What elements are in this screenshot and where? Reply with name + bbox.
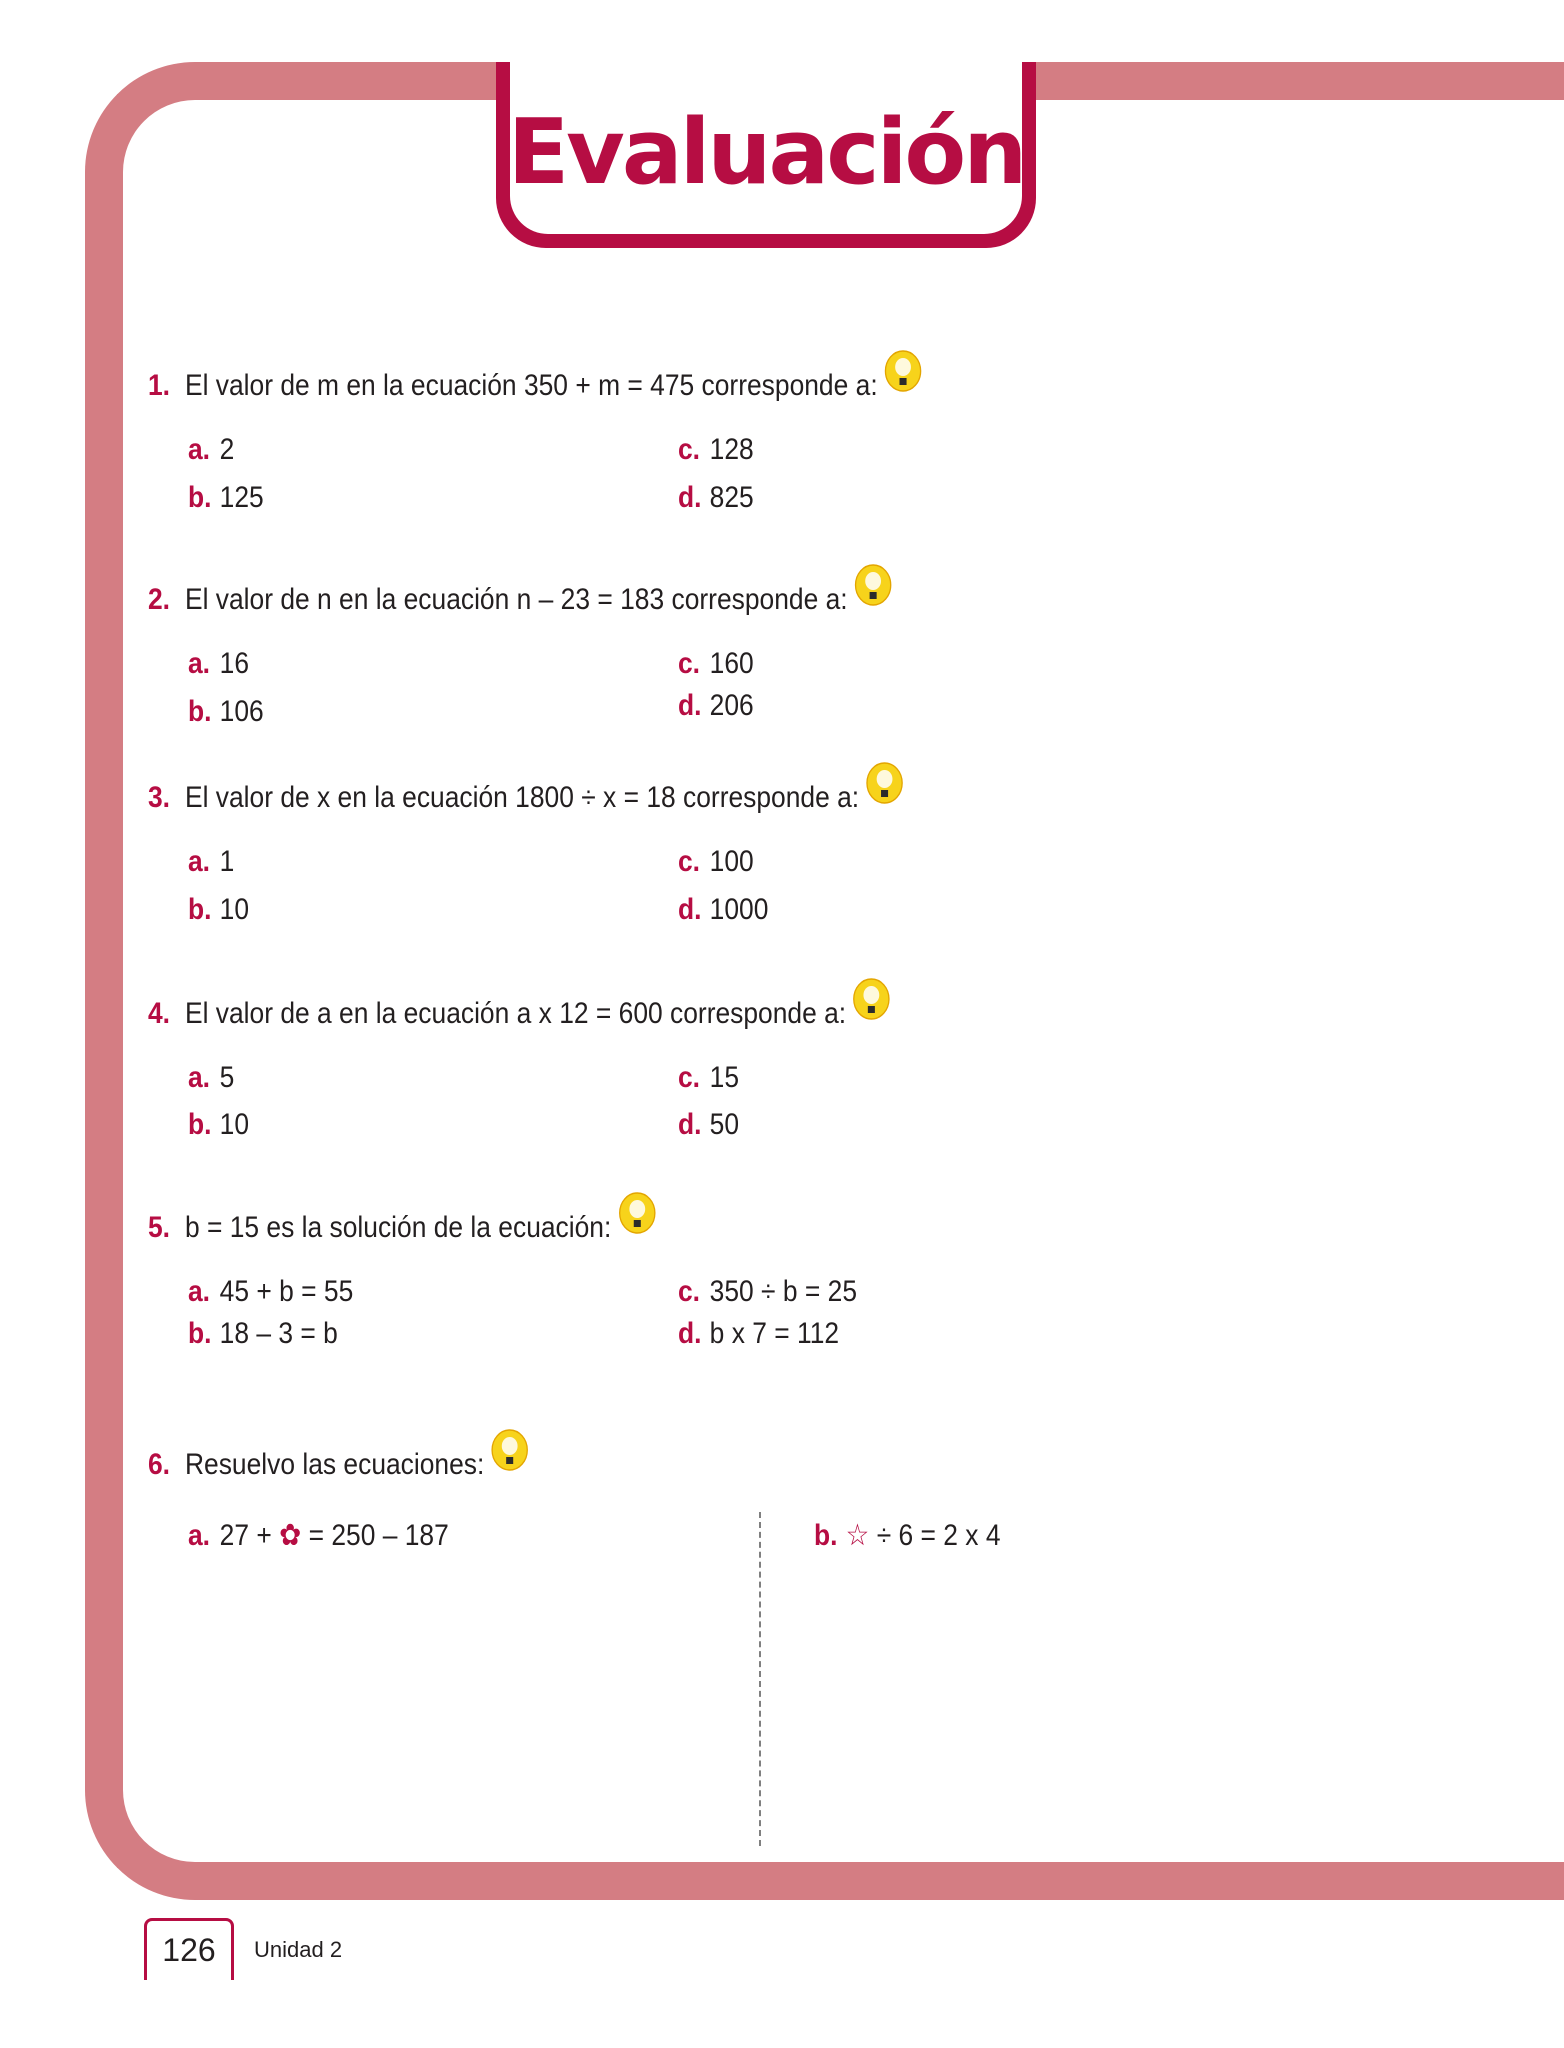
column-divider	[759, 1512, 761, 1846]
question-1	[148, 364, 923, 410]
option-4a[interactable]: a. 5	[188, 1061, 235, 1094]
question-text: El valor de a en la ecuación a x 12 = 600 corresponde a:	[184, 996, 847, 1030]
question-4	[148, 992, 892, 1038]
option-2d[interactable]: d. 206	[678, 689, 754, 722]
option-2c[interactable]: c. 160	[678, 647, 754, 680]
question-number: 2.	[148, 582, 171, 616]
question-text: b = 15 es la solución de la ecuación:	[184, 1210, 612, 1244]
question-2	[148, 578, 893, 624]
option-3c[interactable]: c. 100	[678, 845, 754, 878]
title-tab	[496, 62, 1036, 248]
lightbulb-icon	[864, 762, 904, 808]
lightbulb-icon	[851, 978, 891, 1024]
option-3a[interactable]: a. 1	[188, 845, 235, 878]
question-number: 5.	[148, 1210, 171, 1244]
option-4c[interactable]: c. 15	[678, 1061, 740, 1094]
option-2b[interactable]: b. 106	[188, 695, 264, 728]
option-3d[interactable]: d. 1000	[678, 893, 769, 926]
option-4b[interactable]: b. 10	[188, 1108, 250, 1141]
lightbulb-icon	[617, 1192, 657, 1238]
option-2a[interactable]: a. 16	[188, 647, 250, 680]
equation-6a: a. 27 + ✿ = 250 – 187	[188, 1519, 449, 1552]
question-3	[148, 776, 905, 822]
question-number: 4.	[148, 996, 171, 1030]
question-number: 1.	[148, 368, 171, 402]
page-number: 126	[144, 1918, 234, 1980]
question-text: El valor de x en la ecuación 1800 ÷ x = 18 corresponde a:	[184, 780, 860, 814]
option-4d[interactable]: d. 50	[678, 1108, 740, 1141]
page-title: Evaluación	[507, 100, 1025, 205]
question-5	[148, 1206, 657, 1252]
question-6	[148, 1443, 530, 1489]
lightbulb-icon	[490, 1429, 530, 1475]
lightbulb-icon	[883, 350, 923, 396]
option-1b[interactable]: b. 125	[188, 481, 264, 514]
unit-label: Unidad 2	[254, 1937, 343, 1962]
question-number: 6.	[148, 1447, 171, 1481]
question-text: El valor de n en la ecuación n – 23 = 183 corresponde a:	[184, 582, 848, 616]
option-1d[interactable]: d. 825	[678, 481, 754, 514]
page-frame	[85, 62, 1564, 1900]
option-3b[interactable]: b. 10	[188, 893, 250, 926]
option-1c[interactable]: c. 128	[678, 433, 754, 466]
question-text: El valor de m en la ecuación 350 + m = 475 corresponde a:	[184, 368, 878, 402]
lightbulb-icon	[853, 564, 893, 610]
question-number: 3.	[148, 780, 171, 814]
question-text: Resuelvo las ecuaciones:	[184, 1447, 485, 1481]
star-icon: ☆	[845, 1518, 870, 1553]
option-5d[interactable]: d. b x 7 = 112	[678, 1317, 840, 1350]
option-5b[interactable]: b. 18 – 3 = b	[188, 1317, 338, 1350]
option-1a[interactable]: a. 2	[188, 433, 235, 466]
option-5a[interactable]: a. 45 + b = 55	[188, 1275, 354, 1308]
flower-icon: ✿	[279, 1519, 302, 1552]
equation-6b: b. ☆ ÷ 6 = 2 x 4	[814, 1518, 1001, 1553]
option-5c[interactable]: c. 350 ÷ b = 25	[678, 1275, 858, 1308]
